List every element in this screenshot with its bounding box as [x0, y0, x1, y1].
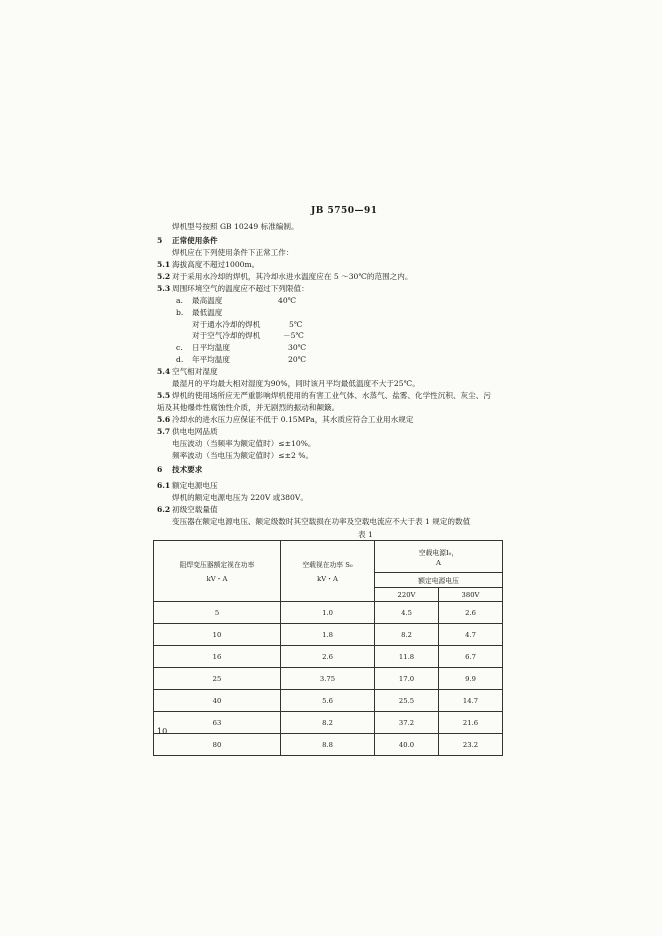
table-row: 5 1.0 4.5 2.6	[154, 602, 503, 624]
page-number: 10	[157, 727, 168, 736]
table-caption: 表 1	[358, 530, 373, 539]
table-header-rated-voltage: 额定电源电压	[375, 573, 503, 588]
voltage-fluctuation: 电压波动（当频率为额定值时）≤±10%。	[172, 439, 316, 448]
clause-5-3-text: 周围环境空气的温度应不超过下列限值：	[172, 284, 309, 293]
standard-header: JB 5750—91	[311, 206, 378, 216]
item-d-value: 20℃	[288, 355, 307, 364]
table-header-220v: 220V	[375, 588, 439, 602]
clause-6-2-number: 6.2	[157, 505, 171, 514]
item-d-label: d.	[176, 355, 184, 364]
item-c-value: 30℃	[288, 343, 307, 352]
clause-5-6-text: 冷却水的进水压力应保证不低于 0.15MPa，其水质应符合工业用水规定	[172, 415, 414, 424]
frequency-fluctuation: 频率波动（当电压为额定值时）≤±2 %。	[172, 451, 314, 460]
clause-5-4-text: 空气相对湿度	[172, 367, 218, 376]
clause-5-2-text: 对于采用水冷却的焊机，其冷却水进水温度应在 5 ～30℃的范围之内。	[172, 272, 413, 281]
clause-5-3-number: 5.3	[157, 284, 171, 293]
item-b1-text: 对于通水冷却的焊机	[192, 320, 261, 329]
item-a-text: 最高温度	[192, 296, 223, 305]
section-5-number: 5	[157, 236, 163, 245]
table-row: 25 3.75 17.0 9.9	[154, 668, 503, 690]
section-5-title: 正常使用条件	[172, 236, 218, 245]
clause-5-4-number: 5.4	[157, 367, 171, 376]
clause-6-1-number: 6.1	[157, 481, 171, 490]
table-row: 63 8.2 37.2 21.6	[154, 712, 503, 734]
table-header-380v: 380V	[439, 588, 503, 602]
clause-5-1-text: 海拔高度不超过1000m。	[172, 260, 260, 269]
clause-6-1-detail: 焊机的额定电源电压为 220V 或380V。	[172, 493, 308, 502]
clause-5-5-number: 5.5	[157, 391, 171, 400]
clause-6-2-detail: 变压器在额定电源电压、额定级数时其空载损在功率及空载电流应不大于表 1 规定的数值	[172, 517, 471, 526]
section-6-number: 6	[157, 465, 163, 474]
clause-5-4-detail: 最湿月的平均最大相对湿度为90%，同时该月平均最低温度不大于25℃。	[172, 379, 420, 388]
clause-5-5-text-cont: 垢及其他爆炸性腐蚀性介质，并无剧烈的振动和颠簸。	[157, 403, 340, 412]
clause-5-1-number: 5.1	[157, 260, 171, 269]
clause-5-5-text: 焊机的使用场所应无严重影响焊机使用的有害工业气体、水蒸气、盐雾、化学性沉积、灰尘、污	[172, 391, 491, 400]
item-b-label: b.	[176, 308, 184, 317]
clause-6-1-text: 额定电源电压	[172, 481, 218, 490]
item-c-label: c.	[176, 343, 183, 352]
clause-6-2-text: 初级空载量值	[172, 505, 218, 514]
item-c-text: 日平均温度	[192, 343, 230, 352]
clause-5-6-number: 5.6	[157, 415, 171, 424]
table-1	[153, 540, 503, 756]
table-row: 80 8.8 40.0 23.2	[154, 734, 503, 756]
item-a-value: 40℃	[278, 296, 297, 305]
item-b-text: 最低温度	[192, 308, 223, 317]
table-header-noload-current: 空载电源I₀， A	[375, 541, 503, 573]
intro-line: 焊机型号按照 GB 10249 标准编制。	[172, 222, 299, 231]
item-b2-value: －5℃	[283, 331, 304, 340]
table-header-noload-power: 空载视在功率 S₀ kV・A	[281, 541, 375, 602]
item-a-label: a.	[176, 296, 183, 305]
clause-5-7-number: 5.7	[157, 427, 171, 436]
clause-5-2-number: 5.2	[157, 272, 171, 281]
table-header-rated-power: 阻焊变压器额定视在功率 kV・A	[154, 541, 281, 602]
table-row: 10 1.8 8.2 4.7	[154, 624, 503, 646]
clause-5-7-text: 供电电网品质	[172, 427, 218, 436]
section-6-title: 技术要求	[172, 465, 203, 474]
section-5-intro: 焊机应在下列使用条件下正常工作：	[172, 248, 294, 257]
item-b2-text: 对于空气冷却的焊机	[192, 331, 261, 340]
item-d-text: 年平均温度	[192, 355, 230, 364]
item-b1-value: 5℃	[289, 320, 303, 329]
table-row: 16 2.6 11.8 6.7	[154, 646, 503, 668]
table-row: 40 5.6 25.5 14.7	[154, 690, 503, 712]
